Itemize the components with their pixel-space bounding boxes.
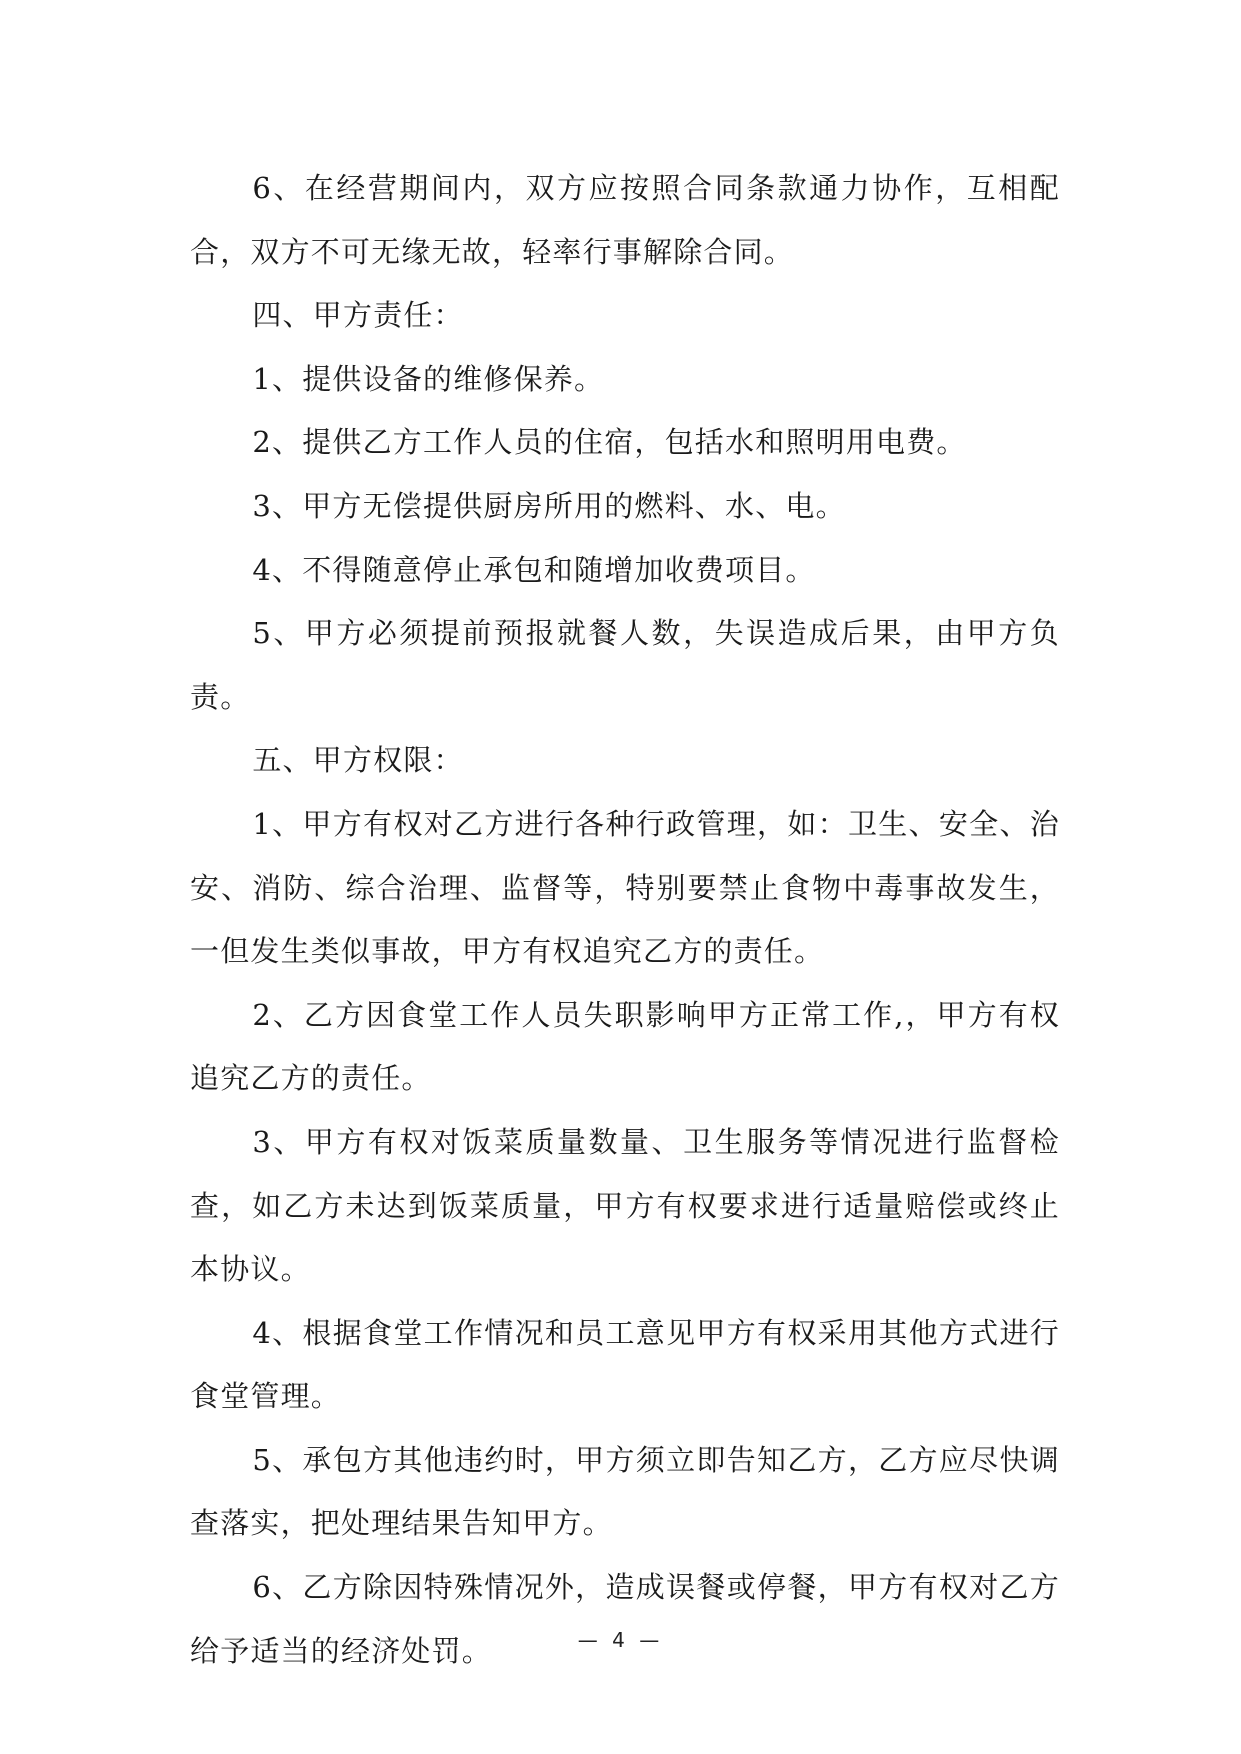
paragraph-responsibility-5: 5、甲方必须提前预报就餐人数，失误造成后果，由甲方负责。: [190, 616, 1060, 714]
paragraph-responsibility-1: 1、提供设备的维修保养。: [252, 361, 605, 396]
section-heading-party-a-rights: 五、甲方权限：: [252, 743, 464, 778]
paragraph-responsibility-3: 3、甲方无偿提供厨房所用的燃料、水、电。: [252, 488, 846, 523]
paragraph-responsibility-2: 2、提供乙方工作人员的住宿，包括水和照明用电费。: [252, 425, 967, 460]
paragraph-right-5: 5、承包方其他违约时，甲方须立即告知乙方，乙方应尽快调查落实，把处理结果告知甲方。: [190, 1442, 1060, 1541]
paragraph-right-6: 6、乙方除因特殊情况外，造成误餐或停餐，甲方有权对乙方给予适当的经济处罚。: [190, 1570, 1060, 1668]
paragraph-right-2: 2、乙方因食堂工作人员失职影响甲方正常工作,，甲方有权追究乙方的责任。: [190, 997, 1060, 1096]
section-heading-party-a-responsibilities: 四、甲方责任：: [252, 298, 464, 333]
paragraph-clause-6-cooperation: 6、在经营期间内，双方应按照合同条款通力协作，互相配合，双方不可无缘无故，轻率行事解除合同。: [190, 171, 1060, 269]
paragraph-right-1: 1、甲方有权对乙方进行各种行政管理，如：卫生、安全、治安、消防、综合治理、监督等，特别要禁止食物中毒事故发生，一但发生类似事故，甲方有权追究乙方的责任。: [190, 806, 1060, 969]
paragraph-responsibility-4: 4、不得随意停止承包和随增加收费项目。: [252, 552, 816, 587]
page-number: — 4 —: [577, 1628, 664, 1652]
document-body: [190, 157, 1060, 1683]
paragraph-right-4: 4、根据食堂工作情况和员工意见甲方有权采用其他方式进行食堂管理。: [190, 1315, 1060, 1414]
paragraph-right-3: 3、甲方有权对饭菜质量数量、卫生服务等情况进行监督检查，如乙方未达到饭菜质量，甲方有权要求进行适量赔偿或终止本协议。: [190, 1124, 1060, 1287]
